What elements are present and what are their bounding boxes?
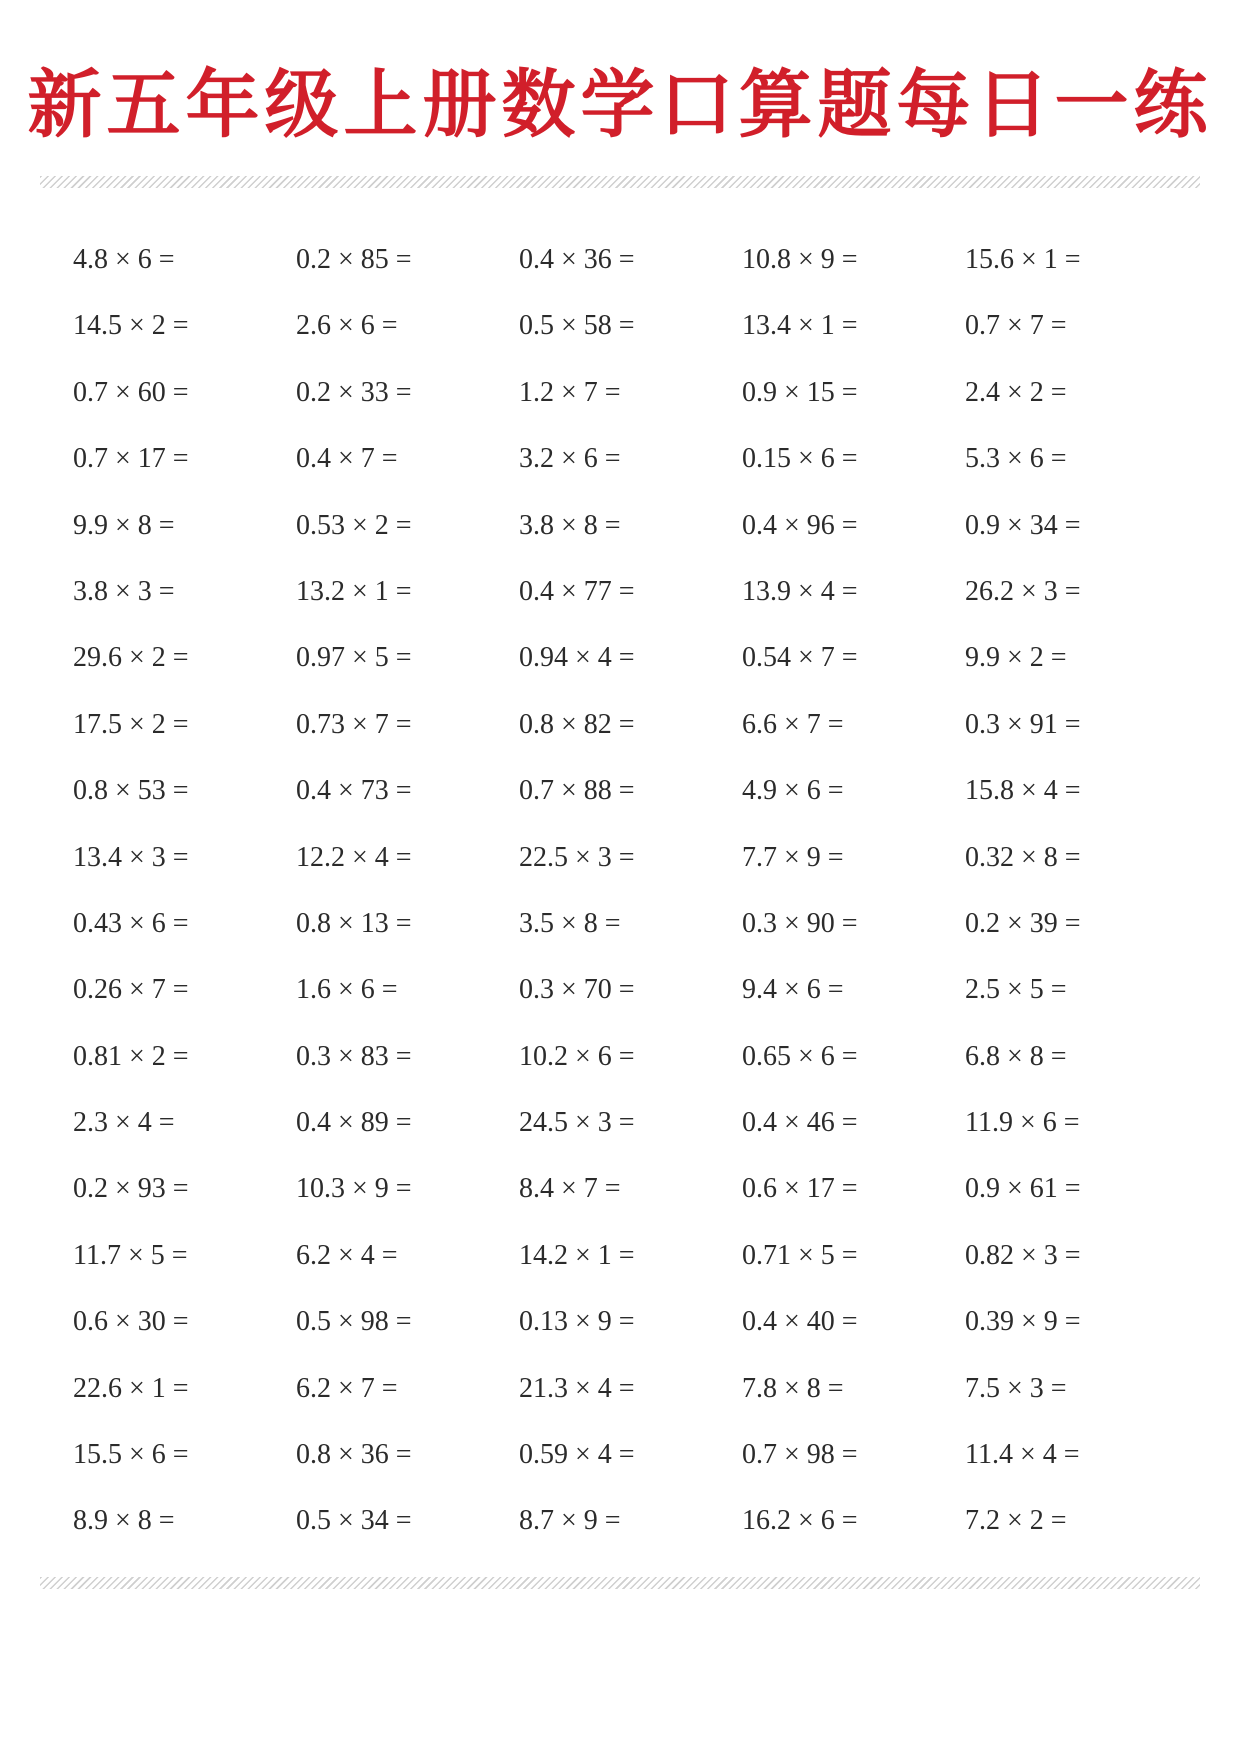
problem-item: 0.73 × 7 = (296, 708, 412, 740)
problem-item: 0.5 × 98 = (296, 1306, 412, 1338)
problem-item: 12.2 × 4 = (296, 841, 412, 873)
problem-item: 15.6 × 1 = (965, 244, 1081, 275)
problem-item: 0.2 × 39 = (965, 907, 1081, 939)
problem-item: 0.8 × 53 = (73, 775, 189, 807)
problem-item: 1.6 × 6 = (296, 974, 398, 1006)
problem-item: 0.39 × 9 = (965, 1306, 1081, 1338)
problem-item: 0.3 × 83 = (296, 1040, 412, 1072)
problem-item: 11.7 × 5 = (73, 1239, 188, 1271)
problem-item: 0.7 × 88 = (519, 775, 635, 807)
problem-item: 0.3 × 91 = (965, 708, 1081, 740)
problem-item: 8.7 × 9 = (519, 1505, 621, 1537)
problem-item: 0.6 × 17 = (742, 1173, 858, 1205)
problem-item: 15.5 × 6 = (73, 1439, 189, 1471)
problem-item: 0.3 × 70 = (519, 974, 635, 1006)
problem-item: 0.2 × 85 = (296, 244, 412, 275)
problem-item: 6.2 × 4 = (296, 1239, 398, 1271)
problem-item: 0.9 × 34 = (965, 509, 1081, 541)
problem-item: 7.5 × 3 = (965, 1372, 1067, 1404)
problem-item: 4.9 × 6 = (742, 775, 844, 807)
page-title: 新五年级上册数学口算题每日一练 (27, 62, 1213, 148)
problem-item: 0.4 × 73 = (296, 775, 412, 807)
problem-item: 0.54 × 7 = (742, 642, 858, 674)
problem-item: 1.2 × 7 = (519, 376, 621, 408)
problem-item: 0.7 × 98 = (742, 1439, 858, 1471)
problem-item: 0.5 × 58 = (519, 310, 635, 342)
problem-item: 0.4 × 77 = (519, 575, 635, 607)
problem-item: 0.4 × 40 = (742, 1306, 858, 1338)
problem-item: 0.4 × 89 = (296, 1107, 412, 1139)
problem-item: 0.4 × 46 = (742, 1107, 858, 1139)
problem-item: 0.59 × 4 = (519, 1439, 635, 1471)
problem-item: 8.4 × 7 = (519, 1173, 621, 1205)
problem-item: 2.6 × 6 = (296, 310, 398, 342)
problem-item: 0.4 × 36 = (519, 244, 635, 275)
problem-grid (73, 232, 1193, 1560)
problem-item: 3.5 × 8 = (519, 907, 621, 939)
problem-item: 3.8 × 8 = (519, 509, 621, 541)
problem-item: 13.4 × 3 = (73, 841, 189, 873)
top-divider (40, 176, 1200, 188)
problem-item: 7.2 × 2 = (965, 1505, 1067, 1537)
problem-item: 0.7 × 7 = (965, 310, 1067, 342)
problem-item: 0.97 × 5 = (296, 642, 412, 674)
problem-item: 0.65 × 6 = (742, 1040, 858, 1072)
problem-item: 0.5 × 34 = (296, 1505, 412, 1537)
problem-item: 0.94 × 4 = (519, 642, 635, 674)
problem-item: 2.5 × 5 = (965, 974, 1067, 1006)
problem-item: 6.6 × 7 = (742, 708, 844, 740)
problem-item: 0.4 × 96 = (742, 509, 858, 541)
problem-item: 0.4 × 7 = (296, 443, 398, 475)
problem-item: 10.2 × 6 = (519, 1040, 635, 1072)
problem-item: 0.9 × 15 = (742, 376, 858, 408)
problem-item: 17.5 × 2 = (73, 708, 189, 740)
problem-item: 13.2 × 1 = (296, 575, 412, 607)
problem-item: 21.3 × 4 = (519, 1372, 635, 1404)
problem-item: 8.9 × 8 = (73, 1505, 175, 1537)
problem-item: 11.9 × 6 = (965, 1107, 1080, 1139)
problem-item: 0.8 × 36 = (296, 1439, 412, 1471)
problem-item: 29.6 × 2 = (73, 642, 189, 674)
problem-item: 0.8 × 82 = (519, 708, 635, 740)
problem-item: 7.8 × 8 = (742, 1372, 844, 1404)
problem-item: 0.13 × 9 = (519, 1306, 635, 1338)
problem-item: 13.4 × 1 = (742, 310, 858, 342)
problem-item: 4.8 × 6 = (73, 244, 175, 275)
problem-item: 22.5 × 3 = (519, 841, 635, 873)
problem-item: 13.9 × 4 = (742, 575, 858, 607)
problem-item: 2.4 × 2 = (965, 376, 1067, 408)
problem-item: 2.3 × 4 = (73, 1107, 175, 1139)
problem-item: 6.2 × 7 = (296, 1372, 398, 1404)
problem-item: 0.2 × 93 = (73, 1173, 189, 1205)
bottom-divider (40, 1577, 1200, 1589)
problem-item: 14.5 × 2 = (73, 310, 189, 342)
problem-item: 0.7 × 60 = (73, 376, 189, 408)
problem-item: 24.5 × 3 = (519, 1107, 635, 1139)
problem-item: 0.7 × 17 = (73, 443, 189, 475)
problem-item: 3.2 × 6 = (519, 443, 621, 475)
problem-item: 9.4 × 6 = (742, 974, 844, 1006)
problem-item: 0.15 × 6 = (742, 443, 858, 475)
problem-item: 7.7 × 9 = (742, 841, 844, 873)
problem-item: 0.71 × 5 = (742, 1239, 858, 1271)
problem-item: 14.2 × 1 = (519, 1239, 635, 1271)
problem-item: 10.3 × 9 = (296, 1173, 412, 1205)
problem-item: 0.53 × 2 = (296, 509, 412, 541)
problem-item: 9.9 × 2 = (965, 642, 1067, 674)
problem-item: 6.8 × 8 = (965, 1040, 1067, 1072)
problem-item: 9.9 × 8 = (73, 509, 175, 541)
problem-item: 0.3 × 90 = (742, 907, 858, 939)
problem-item: 26.2 × 3 = (965, 575, 1081, 607)
problem-item: 0.43 × 6 = (73, 907, 189, 939)
problem-item: 11.4 × 4 = (965, 1439, 1080, 1471)
problem-item: 0.82 × 3 = (965, 1239, 1081, 1271)
problem-item: 0.9 × 61 = (965, 1173, 1081, 1205)
problem-item: 0.26 × 7 = (73, 974, 189, 1006)
problem-item: 15.8 × 4 = (965, 775, 1081, 807)
problem-item: 10.8 × 9 = (742, 244, 858, 275)
problem-item: 22.6 × 1 = (73, 1372, 189, 1404)
problem-item: 0.6 × 30 = (73, 1306, 189, 1338)
problem-item: 0.81 × 2 = (73, 1040, 189, 1072)
problem-item: 0.32 × 8 = (965, 841, 1081, 873)
problem-item: 0.2 × 33 = (296, 376, 412, 408)
problem-item: 5.3 × 6 = (965, 443, 1067, 475)
problem-item: 16.2 × 6 = (742, 1505, 858, 1537)
problem-item: 3.8 × 3 = (73, 575, 175, 607)
problem-item: 0.8 × 13 = (296, 907, 412, 939)
